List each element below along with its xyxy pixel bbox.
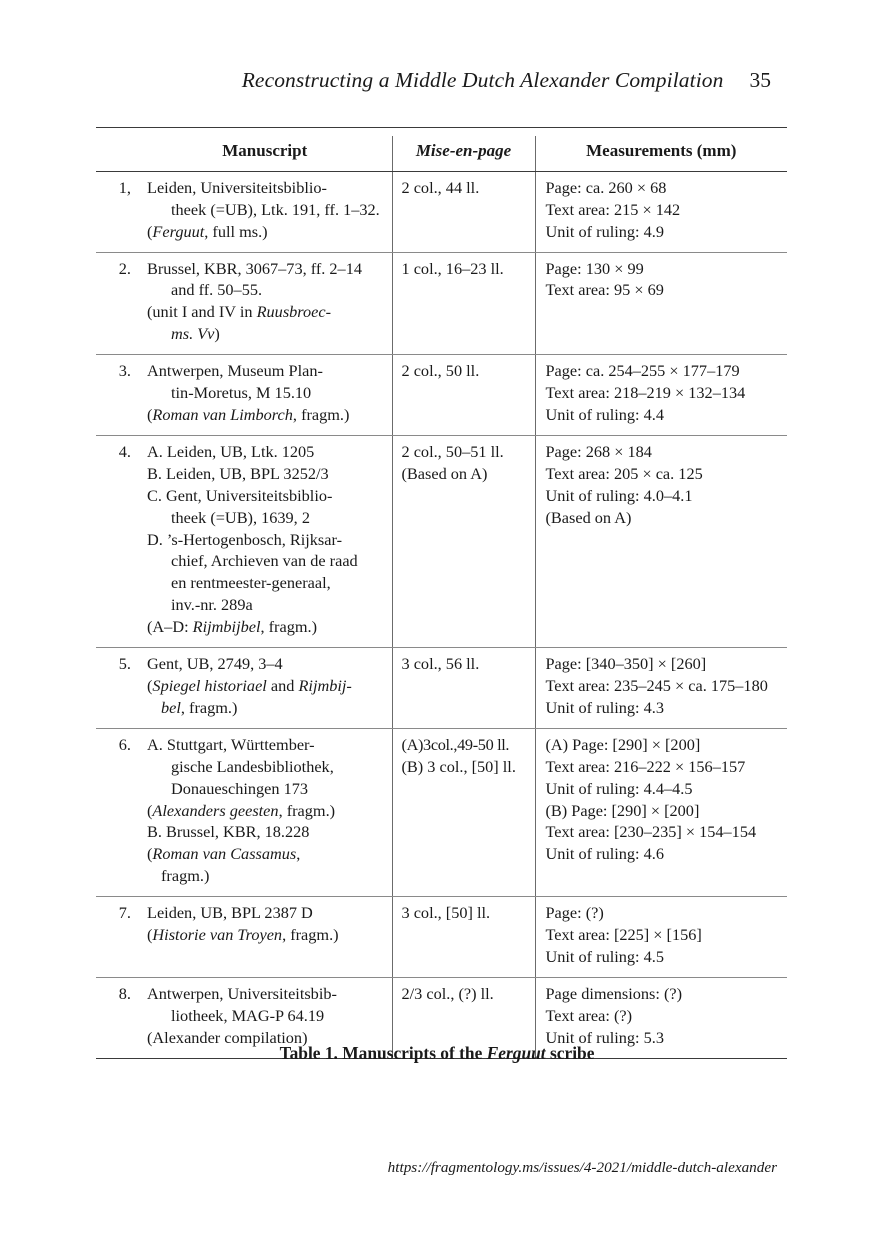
italic-title: ms. Vv (171, 324, 215, 344)
italic-title: Ruusbroec- (256, 302, 332, 322)
measurement-line: Text area: [225] × [156] (545, 925, 702, 945)
measurement-line: Unit of ruling: 5.3 (545, 1027, 664, 1047)
table-row (96, 648, 787, 729)
running-head (0, 68, 771, 93)
manuscript-line: B. Leiden, UB, BPL 3252/3 (147, 463, 329, 483)
cell-measurements (535, 728, 787, 896)
italic-title: Historie van Troyen (152, 925, 283, 945)
manuscript-line: gische Landesbibliothek, (171, 756, 334, 776)
row-number: 8. (96, 977, 138, 1058)
italic-title: Rijmbij- (298, 675, 352, 695)
measurement-line: Text area: 205 × ca. 125 (545, 463, 703, 483)
caption-prefix: Table 1. Manuscripts of the (279, 1043, 487, 1063)
manuscripts-table (96, 127, 787, 1059)
table-header (96, 128, 787, 172)
cell-manuscript (138, 355, 392, 436)
caption-italic-title: Ferguut (486, 1043, 546, 1063)
manuscript-line: tin-Moretus, M 15.10 (171, 383, 312, 403)
manuscript-line: and ff. 50–55. (171, 280, 263, 300)
manuscript-line: theek (=UB), Ltk. 191, ff. 1–32. (171, 199, 380, 219)
manuscript-line: chief, Archieven van de raad (171, 551, 358, 571)
table-row (96, 171, 787, 252)
measurement-line: Text area: 218–219 × 132–134 (545, 383, 746, 403)
table-row (96, 355, 787, 436)
measurement-line: Unit of ruling: 4.5 (545, 946, 664, 966)
measurement-line: Text area: 235–245 × ca. 175–180 (545, 675, 768, 695)
manuscript-line: Leiden, Universiteitsbiblio- (147, 177, 327, 197)
manuscript-line: (Roman van Limborch, fragm.) (147, 405, 350, 425)
cell-measurements (535, 648, 787, 729)
measurement-line: Text area: 215 × 142 (545, 199, 681, 219)
manuscript-line: Leiden, UB, BPL 2387 D (147, 903, 313, 923)
cell-mise-en-page (392, 648, 535, 729)
table-row (96, 435, 787, 647)
measurement-line: Text area: 216–222 × 156–157 (545, 756, 746, 776)
manuscript-line: liotheek, MAG-P 64.19 (171, 1005, 325, 1025)
mise-en-page-line: (B) 3 col., [50] ll. (401, 756, 516, 776)
table-top-rule (96, 128, 787, 137)
italic-title: Rijmbijbel (192, 617, 261, 637)
running-head-title: Reconstructing a Middle Dutch Alexander Compilation (241, 68, 724, 92)
column-header-manuscript: Manuscript (138, 136, 392, 171)
cell-manuscript (138, 171, 392, 252)
footer-url: https://fragmentology.ms/issues/4-2021/middle-dutch-alexander (387, 1159, 777, 1176)
manuscript-line: bel, fragm.) (161, 697, 238, 717)
measurement-line: Page: ca. 254–255 × 177–179 (545, 361, 740, 381)
measurement-line: Page: 268 × 184 (545, 441, 652, 461)
manuscript-line: (Alexander compilation) (147, 1027, 308, 1047)
measurement-line: Text area: [230–235] × 154–154 (545, 822, 757, 842)
row-number: 5. (96, 648, 138, 729)
manuscript-line: A. Leiden, UB, Ltk. 1205 (147, 441, 315, 461)
measurement-line: Text area: (?) (545, 1005, 633, 1025)
cell-mise-en-page (392, 728, 535, 896)
cell-measurements (535, 355, 787, 436)
measurement-line: Page dimensions: (?) (545, 983, 683, 1003)
table-caption (0, 1043, 874, 1064)
cell-measurements (535, 171, 787, 252)
mise-en-page-line: 2 col., 44 ll. (401, 177, 480, 197)
cell-mise-en-page (392, 435, 535, 647)
table-container (96, 127, 787, 1059)
manuscript-line: Gent, UB, 2749, 3–4 (147, 654, 283, 674)
column-header-mise-en-page: Mise-en-page (392, 136, 535, 171)
mise-en-page-line: (Based on A) (401, 463, 488, 483)
measurement-line: Text area: 95 × 69 (545, 280, 664, 300)
mise-en-page-line: 3 col., 56 ll. (401, 654, 480, 674)
measurement-line: Page: 130 × 99 (545, 258, 644, 278)
cell-mise-en-page (392, 897, 535, 978)
manuscript-line: theek (=UB), 1639, 2 (171, 507, 310, 527)
manuscript-line: Antwerpen, Museum Plan- (147, 361, 323, 381)
mise-en-page-line: 1 col., 16–23 ll. (401, 258, 504, 278)
manuscript-line: A. Stuttgart, Württember- (147, 734, 315, 754)
manuscript-line: B. Brussel, KBR, 18.228 (147, 822, 310, 842)
mise-en-page-line: 3 col., [50] ll. (401, 903, 491, 923)
measurement-line: (B) Page: [290] × [200] (545, 800, 700, 820)
cell-manuscript (138, 252, 392, 355)
cell-mise-en-page (392, 171, 535, 252)
manuscript-line: Donaueschingen 173 (171, 778, 308, 798)
table-row (96, 897, 787, 978)
measurement-line: Page: (?) (545, 903, 604, 923)
manuscript-line: D. ’s-Hertogenbosch, Rijksar- (147, 529, 343, 549)
table-row (96, 252, 787, 355)
manuscript-line: (A–D: Rijmbijbel, fragm.) (147, 617, 318, 637)
row-number: 7. (96, 897, 138, 978)
measurement-line: Unit of ruling: 4.9 (545, 221, 664, 241)
mise-en-page-line: 2 col., 50 ll. (401, 361, 480, 381)
measurement-line: Unit of ruling: 4.3 (545, 697, 664, 717)
manuscript-line: (Historie van Troyen, fragm.) (147, 925, 339, 945)
row-number: 4. (96, 435, 138, 647)
cell-measurements (535, 897, 787, 978)
measurement-line: Unit of ruling: 4.6 (545, 844, 664, 864)
mise-en-page-line: 2/3 col., (?) ll. (401, 983, 494, 1003)
manuscript-line: inv.-nr. 289a (171, 595, 253, 615)
manuscript-line: C. Gent, Universiteitsbiblio- (147, 485, 333, 505)
italic-title: bel (161, 697, 181, 717)
measurement-line: (Based on A) (545, 507, 632, 527)
cell-manuscript (138, 728, 392, 896)
page-number: 35 (749, 68, 771, 92)
measurement-line: Page: ca. 260 × 68 (545, 177, 667, 197)
cell-mise-en-page (392, 355, 535, 436)
cell-manuscript (138, 435, 392, 647)
manuscript-line: (Alexanders geesten, fragm.) (147, 800, 336, 820)
cell-manuscript (138, 648, 392, 729)
italic-title: Alexanders geesten (152, 800, 279, 820)
cell-measurements (535, 252, 787, 355)
manuscript-line: ms. Vv) (171, 324, 220, 344)
row-number: 2. (96, 252, 138, 355)
mise-en-page-line: 2 col., 50–51 ll. (401, 441, 504, 461)
manuscript-line: (Ferguut, full ms.) (147, 221, 268, 241)
manuscript-line: fragm.) (161, 866, 210, 886)
measurement-line: Page: [340–350] × [260] (545, 654, 707, 674)
italic-title: Spiegel historiael (152, 675, 267, 695)
row-number: 1, (96, 171, 138, 252)
measurement-line: Unit of ruling: 4.4–4.5 (545, 778, 693, 798)
caption-suffix: scribe (545, 1043, 595, 1063)
manuscript-line: (Spiegel historiael and Rijmbij- (147, 675, 352, 695)
row-number: 3. (96, 355, 138, 436)
cell-mise-en-page (392, 252, 535, 355)
italic-title: Roman van Limborch (152, 405, 293, 425)
column-header-measurements: Measurements (mm) (535, 136, 787, 171)
manuscript-line: (Roman van Cassamus, (147, 844, 301, 864)
measurement-line: (A) Page: [290] × [200] (545, 734, 701, 754)
row-number: 6. (96, 728, 138, 896)
measurement-line: Unit of ruling: 4.4 (545, 405, 664, 425)
measurement-line: Unit of ruling: 4.0–4.1 (545, 485, 693, 505)
table-body (96, 171, 787, 1058)
manuscript-line: en rentmeester-generaal, (171, 573, 331, 593)
manuscript-line: Brussel, KBR, 3067–73, ff. 2–14 (147, 258, 362, 278)
manuscript-line: Antwerpen, Universiteitsbib- (147, 983, 337, 1003)
manuscript-line: (unit I and IV in Ruusbroec- (147, 302, 332, 322)
cell-measurements (535, 435, 787, 647)
table-row (96, 728, 787, 896)
mise-en-page-line: (A)3col.,49-50 ll. (401, 734, 510, 754)
cell-manuscript (138, 897, 392, 978)
italic-title: Roman van Cassamus (152, 844, 297, 864)
column-header-number (96, 136, 138, 171)
italic-title: Ferguut (152, 221, 205, 241)
